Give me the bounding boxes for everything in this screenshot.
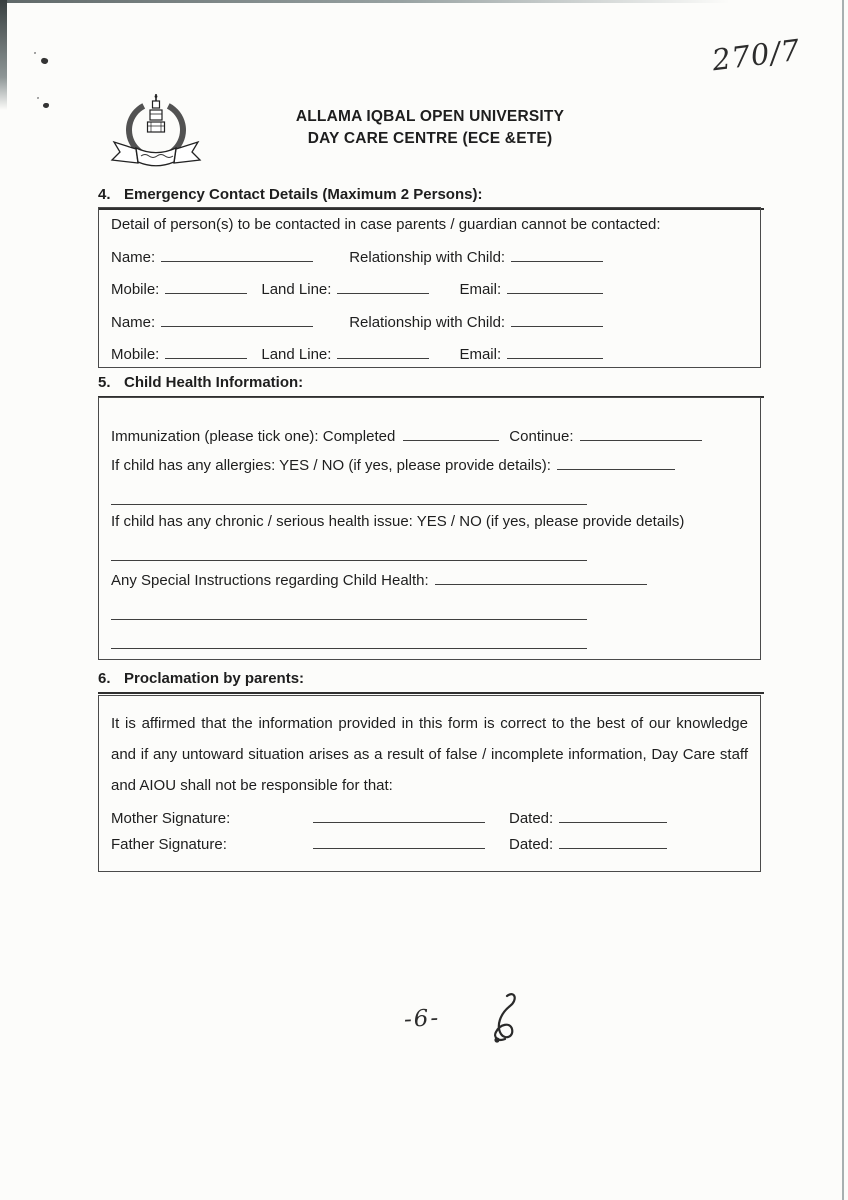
section-5-heading	[98, 374, 764, 398]
mother-signature-blank	[313, 808, 485, 823]
ink-speck	[40, 57, 49, 65]
special-instructions-row	[111, 570, 760, 589]
continue-label: Continue:	[509, 428, 574, 445]
dated-label: Dated:	[509, 810, 554, 827]
landline-label: Land Line:	[261, 281, 332, 298]
proclamation-paragraph: It is affirmed that the information provided in this form is correct to the best of our knowledge and if any untoward situation arises as a result of false / incomplete information, Day Care staff and AIOU shall not be responsible for that:	[111, 715, 748, 794]
landline-blank-line	[337, 279, 429, 294]
title-line-1: ALLAMA IQBAL OPEN UNIVERSITY	[295, 108, 565, 125]
handwritten-folio-number: 270/7	[710, 32, 803, 78]
father-signature-label: Father Signature:	[111, 836, 227, 853]
special-instructions-line-2	[111, 605, 587, 620]
title-line-2: DAY CARE CENTRE (ECE &ETE)	[307, 130, 553, 147]
contact2-name-row	[111, 312, 760, 331]
relationship-label: Relationship with Child:	[349, 249, 506, 266]
contact1-name-row	[111, 247, 760, 266]
section-5-title: Child Health Information:	[124, 374, 304, 391]
email-label: Email:	[459, 281, 502, 298]
father-signature-row	[111, 834, 746, 853]
relationship-blank-line	[511, 247, 603, 262]
mobile-label: Mobile:	[111, 346, 160, 363]
special-instructions-blank	[435, 570, 647, 585]
email-blank-line	[507, 279, 603, 294]
signature-mark	[487, 988, 525, 1054]
landline-blank-line	[337, 344, 429, 359]
section-5-number: 5.	[98, 374, 111, 391]
child-health-box	[98, 397, 761, 660]
name-label: Name:	[111, 314, 156, 331]
father-dated-blank	[559, 834, 667, 849]
chronic-details-line	[111, 546, 587, 561]
mother-dated-blank	[559, 808, 667, 823]
ink-speck	[37, 97, 39, 99]
allergies-details-line	[111, 490, 587, 505]
emergency-contact-box	[98, 207, 761, 368]
mother-signature-label: Mother Signature:	[111, 810, 231, 827]
contact2-phone-row	[111, 344, 760, 363]
relationship-blank-line	[511, 312, 603, 327]
dated-label: Dated:	[509, 836, 554, 853]
scan-edge-right	[842, 0, 844, 1200]
chronic-label: If child has any chronic / serious health issue: YES / NO (if yes, please provide details)	[111, 513, 685, 530]
special-instructions-line-3	[111, 634, 587, 649]
contact1-phone-row	[111, 279, 760, 298]
father-signature-blank	[313, 834, 485, 849]
chronic-row	[111, 513, 760, 530]
name-blank-line	[161, 312, 313, 327]
landline-label: Land Line:	[261, 346, 332, 363]
immunization-continue-blank	[580, 426, 702, 441]
scan-edge-top	[0, 0, 730, 3]
name-blank-line	[161, 247, 313, 262]
mobile-blank-line	[165, 344, 247, 359]
section-4-title: Emergency Contact Details (Maximum 2 Persons):	[124, 186, 483, 203]
mother-signature-row	[111, 808, 746, 827]
immunization-completed-blank	[403, 426, 499, 441]
mobile-blank-line	[165, 279, 247, 294]
allergies-row	[111, 455, 760, 474]
email-blank-line	[507, 344, 603, 359]
handwritten-page-number: -6-	[403, 1005, 441, 1033]
aiou-crest-logo	[104, 94, 208, 186]
email-label: Email:	[459, 346, 502, 363]
ink-speck	[34, 52, 36, 54]
section-6-heading	[98, 670, 764, 694]
allergies-blank	[557, 455, 675, 470]
relationship-label: Relationship with Child:	[349, 314, 506, 331]
ink-speck	[43, 103, 49, 108]
immunization-label: Immunization (please tick one): Completed	[111, 428, 396, 445]
section-4-number: 4.	[98, 186, 111, 203]
section-6-title: Proclamation by parents:	[124, 670, 305, 687]
emergency-intro: Detail of person(s) to be contacted in case parents / guardian cannot be contacted:	[111, 216, 661, 233]
proclamation-box	[98, 695, 761, 872]
scan-edge-left	[0, 0, 7, 110]
immunization-row	[111, 426, 760, 445]
special-instructions-label: Any Special Instructions regarding Child Health:	[111, 572, 429, 589]
section-6-number: 6.	[98, 670, 111, 687]
mobile-label: Mobile:	[111, 281, 160, 298]
name-label: Name:	[111, 249, 156, 266]
document-title	[250, 106, 610, 150]
allergies-label: If child has any allergies: YES / NO (if yes, please provide details):	[111, 457, 551, 474]
